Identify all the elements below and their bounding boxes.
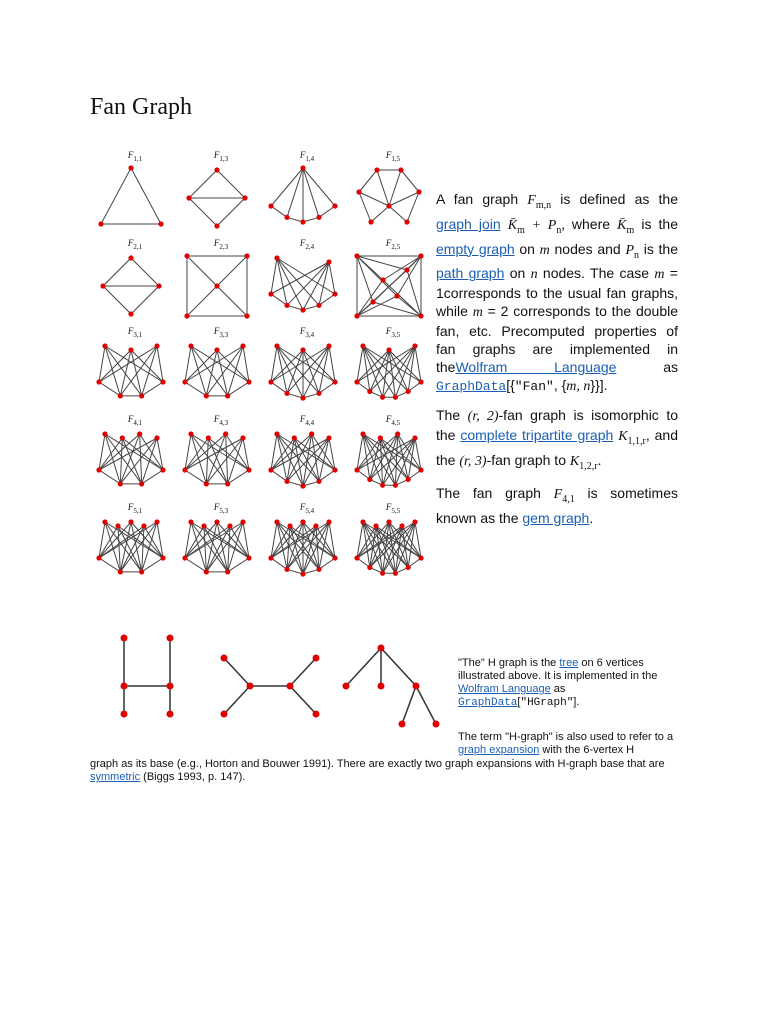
graph-node (188, 519, 193, 524)
graph-node (284, 215, 289, 220)
graph-edge (185, 438, 208, 470)
graph-node (128, 311, 133, 316)
graph-edge (187, 286, 217, 316)
graph-edge (287, 522, 329, 569)
graph-edge (228, 470, 249, 484)
fan-graph-label: $F_{3,5}$ (385, 326, 401, 339)
math-join: $K̄_m + P_n$, (507, 217, 565, 236)
graph-node (300, 219, 305, 224)
fan-graph-cell (352, 150, 434, 238)
graph-node (102, 519, 107, 524)
graph-node (120, 435, 125, 440)
graph-node (386, 347, 391, 352)
graph-edge (389, 170, 401, 206)
graph-node (98, 221, 103, 226)
graph-node (354, 379, 359, 384)
fan-graph-cell (266, 502, 348, 590)
graph-node (182, 379, 187, 384)
fan-graph-drawing (94, 162, 168, 234)
fan-graph-cell (180, 502, 262, 590)
graph-node (356, 189, 361, 194)
fan-graph-drawing (94, 426, 168, 498)
graph-edge (389, 206, 407, 222)
graph-node (360, 519, 365, 524)
graph-edge (371, 206, 389, 222)
fan-graph-cell (352, 502, 434, 590)
graph-node (268, 555, 273, 560)
math-fmn: $F_{m,n}$ (527, 193, 552, 211)
graph-node (316, 303, 321, 308)
fan-graph-label: $F_{4,1}$ (127, 414, 143, 427)
graph-node (158, 221, 163, 226)
graph-node (326, 259, 331, 264)
graph-edge (271, 434, 277, 470)
graph-node (284, 391, 289, 396)
graph-edge (277, 346, 287, 393)
graph-node (214, 283, 219, 288)
graph-edge (363, 346, 370, 391)
graph-node (96, 467, 101, 472)
graph-node (326, 435, 331, 440)
graph-node (404, 267, 409, 272)
graph-node (182, 555, 187, 560)
fan-graph-drawing (352, 514, 426, 586)
graph-node (354, 467, 359, 472)
fan-graph-cell (352, 326, 434, 414)
graph-edge (142, 346, 157, 396)
graph-node (354, 555, 359, 560)
h-graph-tree-nodes (343, 645, 440, 728)
graph-node (268, 467, 273, 472)
graph-edge (277, 522, 319, 569)
graph-node (367, 477, 372, 482)
graph-node (367, 389, 372, 394)
graph-edge (359, 170, 377, 192)
fan-graph-label: $F_{1,3}$ (213, 150, 229, 163)
graph-node (354, 313, 359, 318)
graph-node (398, 167, 403, 172)
graph-node (395, 431, 400, 436)
graph-node (316, 567, 321, 572)
fan-graph-cell (94, 150, 176, 238)
wolfram-language-link[interactable]: Wolfram Language (455, 359, 617, 376)
fan-graph-label: $F_{2,1}$ (127, 238, 143, 251)
graph-node (412, 343, 417, 348)
fan-graph-drawing (266, 514, 340, 586)
graph-node (244, 313, 249, 318)
fan-graph-label: $F_{5,3}$ (213, 502, 229, 515)
fan-graph-drawing (266, 426, 340, 498)
graph-edge (99, 434, 105, 470)
isomorphism-paragraph: The (r, 2)-fan graph is isomorphic to the complete tripartite graph $K_{1,1,r}$, and the (r, 3)-fan graph to $K_{1,2,r}$. (436, 407, 679, 472)
graph-node (102, 431, 107, 436)
graph-edge (303, 526, 316, 574)
fan-graph-cell (180, 150, 262, 238)
fan-graph-label: $F_{2,4}$ (299, 238, 315, 251)
fan-graph-label: $F_{2,5}$ (385, 238, 401, 251)
graph-edge (187, 256, 217, 286)
fan-graph-cell (266, 414, 348, 502)
fan-graph-label: $F_{2,3}$ (213, 238, 229, 251)
graph-node (160, 555, 165, 560)
graph-edge (217, 256, 247, 286)
graph-edge (99, 438, 122, 470)
fan-graph-cell (266, 150, 348, 238)
graph-node (96, 555, 101, 560)
fan-graph-label: $F_{3,3}$ (213, 326, 229, 339)
fan-graph-label: $F_{5,1}$ (127, 502, 143, 515)
fan-graph-drawing (94, 338, 168, 410)
graph-node (214, 519, 219, 524)
graph-node (274, 255, 279, 260)
fan-graph-drawing (180, 426, 254, 498)
fan-graph-drawing (180, 250, 254, 322)
graph-node (326, 519, 331, 524)
fan-graph-cell (94, 502, 176, 590)
fan-graph-cell (180, 238, 262, 326)
graph-node (412, 519, 417, 524)
graph-node (227, 523, 232, 528)
graph-node (246, 379, 251, 384)
fan-graph-drawing (180, 338, 254, 410)
empty-graph-link[interactable]: empty graph (436, 240, 515, 257)
graph-node (418, 313, 423, 318)
graph-node (274, 343, 279, 348)
graph-node (268, 291, 273, 296)
graph-node (284, 479, 289, 484)
graph-node (225, 393, 230, 398)
gem-paragraph: The fan graph $F_{4,1}$ is sometimes known as the gem graph. (436, 485, 678, 526)
graph-edge (271, 258, 277, 294)
graph-edge (191, 346, 206, 396)
graph-node (326, 343, 331, 348)
graph-edge (319, 346, 329, 393)
graph-node (406, 565, 411, 570)
graph-edge (357, 296, 397, 316)
graph-node (378, 435, 383, 440)
graph-node (214, 167, 219, 172)
graph-node (406, 477, 411, 482)
graph-edge (105, 346, 120, 396)
fan-graph-label: $F_{5,4}$ (299, 502, 315, 515)
fan-graph-label: $F_{1,1}$ (127, 150, 143, 163)
graph-edge (142, 470, 163, 484)
graph-node (386, 203, 391, 208)
graph-edge (363, 434, 408, 479)
graph-node (332, 555, 337, 560)
graph-node (128, 519, 133, 524)
graph-node (154, 519, 159, 524)
math-km: $K̄_m$ (617, 217, 635, 236)
path-graph-link[interactable]: path graph (436, 265, 505, 282)
graph-edge (383, 256, 421, 280)
graph-node (244, 253, 249, 258)
graph-node (418, 253, 423, 258)
graph-node (184, 313, 189, 318)
graph-node (399, 523, 404, 528)
graph-edge (228, 346, 243, 396)
graph-node (240, 435, 245, 440)
graph-edge (277, 258, 319, 305)
graph-node (300, 347, 305, 352)
graph-edge (357, 280, 383, 316)
graph-node (137, 431, 142, 436)
graph-node (225, 569, 230, 574)
graph-node (284, 303, 289, 308)
graph-node (201, 523, 206, 528)
definition-paragraph: A fan graph $F_{m,n}$ is defined as the graph join $K̄_m + P_n$, where $K̄_m$ is the empty graph on m nodes and $P_n$ is the path graph on n nodes. The case m = 1corresponds to the usual fan graphs, while m = 2 corresponds to the double fan, etc. Precomputed properties of fan graphs are implemented in theWolfram Language as GraphData[{"Fan", {m, n}}]. (436, 191, 679, 395)
page-title: Fan Graph (90, 94, 192, 120)
graph-node (204, 481, 209, 486)
wolfram-language-link-2[interactable]: Wolfram Language (458, 683, 551, 695)
graph-node (154, 343, 159, 348)
graph-node (184, 253, 189, 258)
fan-graph-label: $F_{4,5}$ (385, 414, 401, 427)
fan-graph-drawing (94, 514, 168, 586)
graph-node (309, 431, 314, 436)
graph-node (274, 431, 279, 436)
graph-edge (217, 286, 247, 316)
graph-node (118, 481, 123, 486)
graph-node (242, 195, 247, 200)
fan-graph-grid (94, 150, 424, 590)
graph-node (115, 523, 120, 528)
tripartite-graph-link[interactable]: complete tripartite graph (460, 427, 614, 443)
graph-node (188, 343, 193, 348)
graph-node (373, 523, 378, 528)
fan-graph-cell (352, 238, 434, 326)
h-graph-upright (124, 638, 170, 714)
graph-edge (217, 170, 245, 198)
graph-node (360, 343, 365, 348)
graph-node (300, 307, 305, 312)
graph-node (300, 395, 305, 400)
fan-graph-label: $F_{4,4}$ (299, 414, 315, 427)
graph-node (182, 467, 187, 472)
graph-node (139, 393, 144, 398)
graph-node (332, 291, 337, 296)
graph-node (416, 189, 421, 194)
h-graph-term-continuation: graph as its base (e.g., Horton and Bouwer 1991). There are exactly two graph expansions with H-graph base that are symmetric (Biggs 1993, p. 147). (90, 758, 665, 783)
graph-edge (290, 526, 303, 574)
gem-graph-link[interactable]: gem graph (522, 509, 590, 526)
fan-graph-drawing (266, 338, 340, 410)
graph-node (380, 395, 385, 400)
graph-node (160, 467, 165, 472)
graph-node (154, 435, 159, 440)
graph-edge (303, 168, 335, 206)
graph-node (141, 523, 146, 528)
h-graph-tree (346, 648, 436, 724)
fan-graph-drawing (180, 162, 254, 234)
graph-node (332, 467, 337, 472)
graph-node (418, 379, 423, 384)
graph-join-link[interactable]: graph join (436, 215, 501, 232)
graph-node (204, 393, 209, 398)
tree-link[interactable]: tree (559, 657, 579, 669)
fan-graph-cell (352, 414, 434, 502)
graph-edge (303, 168, 319, 217)
graph-edge (287, 168, 303, 217)
graph-edge (131, 168, 161, 224)
h-graph-term-paragraph: The term "H-graph" is also used to refer to a graph expansion with the 6-vertex H (458, 731, 674, 756)
graph-node (284, 567, 289, 572)
graph-node (287, 523, 292, 528)
graph-node (367, 565, 372, 570)
graph-edge (101, 168, 131, 224)
graph-edge (103, 258, 131, 286)
graph-edge (103, 286, 131, 314)
graph-node (223, 431, 228, 436)
fan-graph-cell (180, 326, 262, 414)
graph-node (404, 219, 409, 224)
graph-edge (189, 198, 217, 226)
fan-graph-label: $F_{4,3}$ (213, 414, 229, 427)
fan-graph-label: $F_{1,4}$ (299, 150, 315, 163)
graph-node (332, 203, 337, 208)
graph-node (268, 379, 273, 384)
graph-edge (217, 198, 245, 226)
graph-edge (271, 438, 294, 470)
graph-edge (271, 168, 303, 206)
graph-node (386, 519, 391, 524)
graph-node (240, 343, 245, 348)
graph-node (128, 347, 133, 352)
graph-node (240, 519, 245, 524)
graph-node (225, 481, 230, 486)
fan-graph-drawing (180, 514, 254, 586)
fan-graph-drawing (94, 250, 168, 322)
graph-node (393, 483, 398, 488)
graph-node (393, 395, 398, 400)
graph-node (380, 571, 385, 576)
h-graph-drawings (90, 628, 460, 728)
graph-node (186, 195, 191, 200)
graph-node (156, 283, 161, 288)
fan-graph-label: $F_{3,4}$ (299, 326, 315, 339)
graph-node (418, 555, 423, 560)
graph-edge (277, 258, 287, 305)
graph-node (300, 519, 305, 524)
fan-graph-label: $F_{1,5}$ (385, 150, 401, 163)
graph-node (274, 519, 279, 524)
fan-graph-drawing (352, 338, 426, 410)
graph-node (292, 435, 297, 440)
symmetric-link[interactable]: symmetric (90, 771, 141, 783)
graph-node (214, 347, 219, 352)
graph-node (316, 391, 321, 396)
fan-graph-drawing (352, 250, 426, 322)
graph-edge (206, 438, 208, 484)
graph-edge (131, 258, 159, 286)
h-graph-description: "The" H graph is the tree on 6 vertices illustrated above. It is implemented in the Wolfram Language as GraphData["HGraph"]. (458, 657, 658, 709)
graphdata-link[interactable]: GraphData (436, 379, 507, 395)
graph-node (380, 277, 385, 282)
fan-graph-drawing (352, 162, 426, 234)
graph-node (412, 435, 417, 440)
graph-node (160, 379, 165, 384)
fan-graph-drawing (266, 250, 340, 322)
graph-node (118, 569, 123, 574)
graph-expansion-link[interactable]: graph expansion (458, 744, 540, 756)
graph-node (354, 253, 359, 258)
graph-node (118, 393, 123, 398)
graph-node (204, 569, 209, 574)
graph-node (368, 219, 373, 224)
graph-node (268, 203, 273, 208)
fan-graph-label: $F_{5,5}$ (385, 502, 401, 515)
fan-graph-cell (94, 238, 176, 326)
graph-node (102, 343, 107, 348)
fan-graph-label: $F_{3,1}$ (127, 326, 143, 339)
graph-edge (189, 170, 217, 198)
h-graph-upright-nodes (121, 635, 174, 718)
graph-node (188, 431, 193, 436)
graph-node (374, 167, 379, 172)
graph-node (360, 431, 365, 436)
graph-node (100, 283, 105, 288)
graph-node (96, 379, 101, 384)
graph-node (370, 299, 375, 304)
graph-node (128, 255, 133, 260)
graph-node (316, 479, 321, 484)
graph-node (139, 481, 144, 486)
fan-graph-drawing (266, 162, 340, 234)
fan-graph-cell (180, 414, 262, 502)
graph-node (300, 571, 305, 576)
graph-node (380, 483, 385, 488)
fan-graph-cell (266, 238, 348, 326)
graph-node (300, 483, 305, 488)
graph-node (418, 467, 423, 472)
graph-node (246, 467, 251, 472)
h-graph-horizontal (224, 658, 316, 714)
graph-node (214, 223, 219, 228)
graph-node (406, 389, 411, 394)
graph-node (332, 379, 337, 384)
graph-node (139, 569, 144, 574)
graph-edge (185, 434, 191, 470)
graph-node (246, 555, 251, 560)
graph-edge (377, 170, 389, 206)
fan-graph-drawing (352, 426, 426, 498)
graph-node (316, 215, 321, 220)
graph-node (394, 293, 399, 298)
graph-edge (408, 346, 415, 391)
graph-edge (329, 262, 335, 294)
graph-edge (120, 438, 122, 484)
graph-node (128, 165, 133, 170)
graphdata-link-2[interactable]: GraphData (458, 697, 518, 709)
graph-edge (357, 434, 363, 470)
graph-edge (131, 286, 159, 314)
graph-node (300, 165, 305, 170)
fan-graph-cell (94, 326, 176, 414)
graph-edge (401, 170, 419, 192)
graph-edge (319, 206, 335, 217)
graph-edge (271, 206, 287, 217)
fan-graph-cell (94, 414, 176, 502)
graph-node (206, 435, 211, 440)
graph-node (393, 571, 398, 576)
fan-graph-cell (266, 326, 348, 414)
graph-node (313, 523, 318, 528)
